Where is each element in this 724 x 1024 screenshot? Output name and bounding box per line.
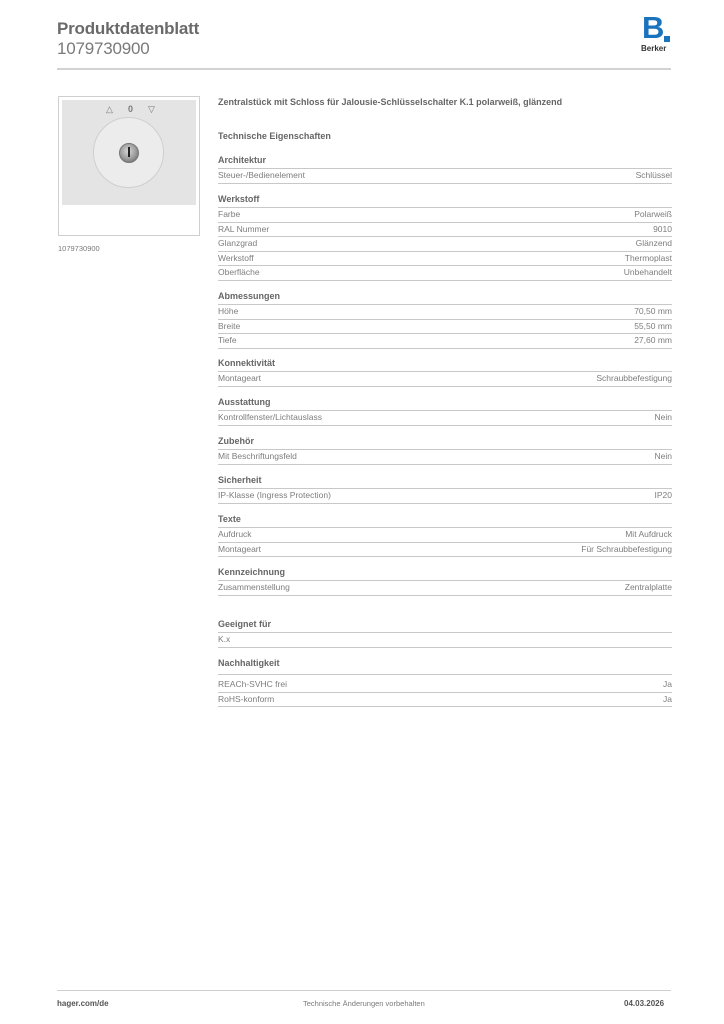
table-row: [218, 237, 672, 252]
row-value: Nein: [654, 412, 672, 422]
row-label: Oberfläche: [218, 267, 260, 277]
section-title: Werkstoff: [218, 194, 672, 208]
section-geeignet-fuer: [218, 619, 672, 648]
switch-plate: [62, 100, 196, 205]
header-divider: [57, 68, 671, 70]
row-value: Für Schraubbefestigung: [581, 543, 672, 554]
table-row: [218, 489, 672, 504]
row-label: Glanzgrad: [218, 238, 258, 248]
logo-dot-icon: [664, 36, 670, 42]
section-werkstoff: [218, 194, 672, 281]
product-title: Zentralstück mit Schloss für Jalousie-Schlüsselschalter K.1 polarweiß, glänzend: [218, 97, 563, 107]
arrow-down-icon: ▽: [148, 104, 155, 114]
table-row: [218, 334, 672, 349]
row-value: 9010: [653, 223, 672, 234]
central-disc: [93, 117, 164, 188]
section-title: Zubehör: [218, 436, 672, 450]
row-label: Tiefe: [218, 335, 237, 345]
table-row: [218, 169, 672, 184]
footer-disclaimer: Technische Änderungen vorbehalten: [303, 999, 425, 1008]
row-label: RAL Nummer: [218, 223, 270, 234]
row-label: Steuer-/Bedienelement: [218, 170, 305, 180]
stop-icon: 0: [128, 104, 134, 114]
page-title: Produktdatenblatt: [57, 19, 200, 38]
logo-letter: B: [642, 10, 665, 45]
row-label: REACh-SVHC frei: [218, 679, 287, 689]
table-row: [218, 266, 672, 281]
row-value: Ja: [663, 693, 672, 704]
section-title: Ausstattung: [218, 397, 672, 411]
row-label: Montageart: [218, 543, 261, 554]
row-value: Glänzend: [635, 238, 672, 248]
row-label: Aufdruck: [218, 529, 252, 539]
section-architektur: [218, 155, 672, 184]
table-row: [218, 543, 672, 558]
key-lock-icon: [119, 143, 139, 163]
table-row: [218, 693, 672, 708]
article-number: 1079730900: [57, 39, 150, 58]
section-ausstattung: [218, 397, 672, 426]
table-row: [218, 320, 672, 335]
section-nachhaltigkeit: [218, 658, 672, 707]
section-sicherheit: [218, 475, 672, 504]
table-row: [218, 633, 672, 648]
row-label: K.x: [218, 634, 231, 644]
table-row: [218, 252, 672, 267]
row-label: Werkstoff: [218, 252, 254, 263]
product-image: [58, 96, 200, 236]
row-value: Ja: [663, 679, 672, 689]
row-label: Höhe: [218, 306, 239, 316]
row-label: Montageart: [218, 373, 261, 383]
section-abmessungen: [218, 291, 672, 349]
section-title: Sicherheit: [218, 475, 672, 489]
row-label: IP-Klasse (Ingress Protection): [218, 490, 331, 500]
section-texte: [218, 514, 672, 557]
row-value: Mit Aufdruck: [625, 529, 672, 539]
table-row: [218, 223, 672, 238]
table-row: [218, 678, 672, 693]
section-konnektivitaet: [218, 358, 672, 387]
logo-brand-name: Berker: [641, 44, 667, 53]
row-value: Polarweiß: [634, 209, 672, 219]
section-title: Konnektivität: [218, 358, 672, 372]
section-title: Geeignet für: [218, 619, 672, 633]
table-row: [218, 372, 672, 387]
footer-date: 04.03.2026: [624, 999, 665, 1008]
table-row: [218, 305, 672, 320]
table-row: [218, 411, 672, 426]
row-value: IP20: [654, 490, 672, 500]
row-label: Farbe: [218, 209, 241, 219]
footer-divider: [57, 990, 671, 991]
row-value: Schraubbefestigung: [596, 373, 672, 383]
section-zubehoer: [218, 436, 672, 465]
berker-logo: [640, 10, 676, 54]
row-value: 70,50 mm: [634, 306, 672, 316]
row-label: Zusammenstellung: [218, 582, 290, 592]
row-label: Mit Beschriftungsfeld: [218, 451, 297, 461]
key-slot: [128, 147, 130, 157]
row-value: Nein: [654, 451, 672, 461]
row-value: Zentralplatte: [624, 582, 672, 592]
row-value: 27,60 mm: [634, 335, 672, 345]
table-row: [218, 208, 672, 223]
row-label: RoHS-konform: [218, 693, 275, 704]
section-title: Nachhaltigkeit: [218, 658, 672, 675]
table-row: [218, 581, 672, 596]
footer-website: hager.com/de: [57, 999, 109, 1008]
section-title: Kennzeichnung: [218, 567, 672, 581]
row-value: Thermoplast: [624, 252, 672, 263]
row-value: Schlüssel: [635, 170, 672, 180]
row-value: 55,50 mm: [634, 320, 672, 331]
image-caption: 1079730900: [58, 244, 100, 253]
section-kennzeichnung: [218, 567, 672, 596]
row-value: Unbehandelt: [623, 267, 672, 277]
section-title: Abmessungen: [218, 291, 672, 305]
row-label: Breite: [218, 320, 241, 331]
section-title: Texte: [218, 514, 672, 528]
technical-properties-heading: Technische Eigenschaften: [218, 131, 331, 141]
section-title: Architektur: [218, 155, 672, 169]
table-row: [218, 450, 672, 465]
table-row: [218, 528, 672, 543]
row-label: Kontrollfenster/Lichtauslass: [218, 412, 322, 422]
arrow-up-icon: △: [106, 104, 113, 114]
